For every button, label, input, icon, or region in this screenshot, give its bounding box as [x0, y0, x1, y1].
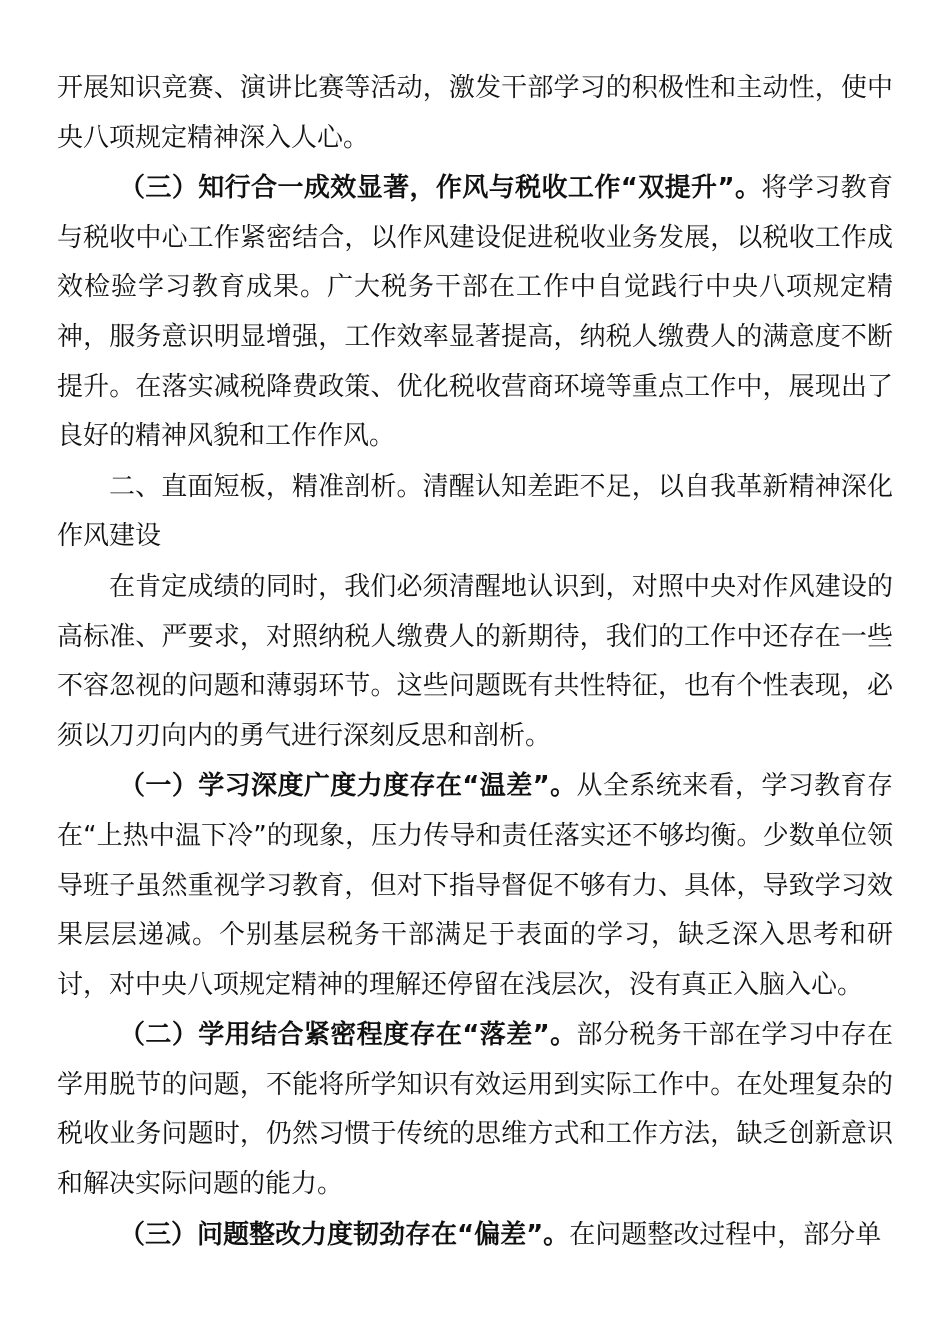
paragraph-problem-2	[57, 1011, 893, 1209]
paragraph-problem-1	[57, 762, 893, 1010]
paragraph-heading: （二）学用结合紧密程度存在“落差”。	[119, 1020, 577, 1051]
paragraph-text: 将学习教育与税收中心工作紧密结合，以作风建设促进税收业务发展，以税收工作成效检验学习教育成果。广大税务干部在工作中自觉践行中央八项规定精神，服务意识明显增强，工作效率显著提高，纳税人缴费人的满意度不断提升。在落实减税降费政策、优化税收营商环境等重点工作中，展现出了良好的精神风貌和工作作风。	[57, 173, 893, 452]
section-heading-text: 二、直面短板，精准剖析。清醒认知差距不足，以自我革新精神深化作风建设	[57, 471, 893, 552]
paragraph-problem-3	[57, 1211, 893, 1261]
paragraph-continuation	[57, 64, 893, 163]
paragraph-text: 在问题整改过程中，部分单	[569, 1219, 882, 1250]
paragraph-text: 在肯定成绩的同时，我们必须清醒地认识到，对照中央对作风建设的高标准、严要求，对照纳税人缴费人的新期待，我们的工作中还存在一些不容忽视的问题和薄弱环节。这些问题既有共性特征，也有个性表现，必须以刀刃向内的勇气进行深刻反思和剖析。	[57, 571, 893, 751]
paragraph-heading: （三）知行合一成效显著，作风与税收工作“双提升”。	[119, 173, 762, 204]
paragraph-heading: （三）问题整改力度韧劲存在“偏差”。	[119, 1219, 570, 1250]
section-heading-2	[57, 463, 893, 562]
paragraph-intro	[57, 563, 893, 761]
paragraph-text: 从全系统来看，学习教育存在“上热中温下冷”的现象，压力传导和责任落实还不够均衡。少数单位领导班子虽然重视学习教育，但对下指导督促不够有力、具体，导致学习效果层层递减。个别基层税务干部满足于表面的学习，缺乏深入思考和研讨，对中央八项规定精神的理解还停留在浅层次，没有真正入脑入心。	[57, 771, 893, 1000]
paragraph-heading: （一）学习深度广度力度存在“温差”。	[119, 771, 577, 802]
document-page	[57, 64, 893, 1260]
paragraph-text: 开展知识竞赛、演讲比赛等活动，激发干部学习的积极性和主动性，使中央八项规定精神深入人心。	[57, 73, 893, 153]
paragraph-text: 部分税务干部在学习中存在学用脱节的问题，不能将所学知识有效运用到实际工作中。在处理复杂的税收业务问题时，仍然习惯于传统的思维方式和工作方法，缺乏创新意识和解决实际问题的能力。	[57, 1020, 893, 1200]
paragraph-achievement-3	[57, 164, 893, 462]
